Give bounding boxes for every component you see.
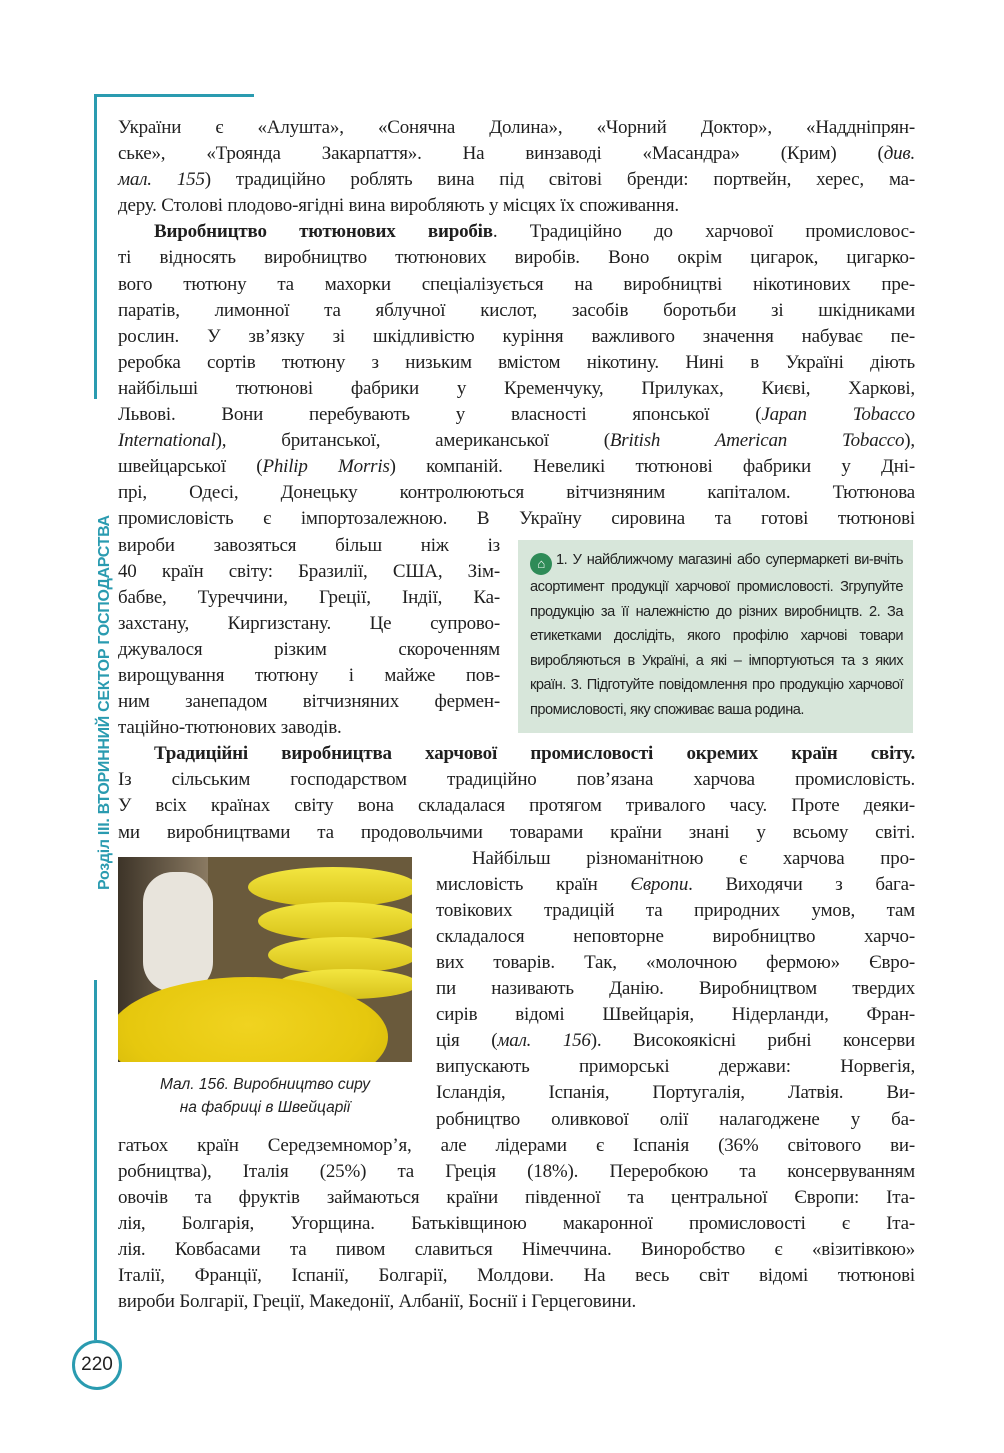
text-span: ), британської, американської ( — [215, 430, 610, 452]
text-line — [118, 115, 915, 141]
text-line — [118, 219, 915, 245]
section-title: Розділ III. ВТОРИННИЙ СЕКТОР ГОСПОДАРСТВА — [96, 515, 113, 890]
text-span: захстану, Киргизстану. Це супрово- — [118, 612, 500, 634]
caption-line: Мал. 156. Виробництво сиру — [159, 1076, 371, 1093]
text-line — [436, 898, 915, 924]
italic-text: Європи — [630, 873, 689, 895]
italic-text: див. — [883, 143, 915, 165]
text-span: товікових традицій та природних умов, там — [436, 899, 915, 921]
text-line — [436, 924, 915, 950]
text-line — [118, 1133, 915, 1159]
text-span: складалося неповторне виробництво харчо- — [436, 925, 915, 947]
text-span: промисловість є імпортозалежною. В Україну сировина та готові тютюнові — [118, 508, 915, 530]
text-line — [118, 820, 915, 846]
text-line — [118, 1211, 915, 1237]
text-span: ція ( — [436, 1030, 498, 1052]
home-icon: ⌂ — [530, 553, 552, 575]
text-span: випускають приморські держави: Норвегія, — [436, 1056, 915, 1078]
text-line — [436, 1054, 915, 1080]
text-line — [436, 1002, 915, 1028]
text-line — [118, 741, 915, 767]
text-line — [436, 872, 915, 898]
text-span: . Виходячи з бага- — [688, 873, 915, 895]
text-line — [436, 950, 915, 976]
text-line — [118, 480, 915, 506]
italic-text: Philip Morris — [262, 456, 390, 478]
text-line — [118, 767, 915, 793]
bold-heading: Традиційні виробництва харчової промисловості окремих країн світу. — [154, 743, 915, 765]
figure-caption — [118, 1073, 412, 1119]
text-line — [118, 637, 500, 663]
text-span: вироби Болгарії, Греції, Македонії, Албанії, Боснії і Герцеговини. — [118, 1291, 637, 1313]
text-span: робництво оливкової олії налагоджене у ба- — [436, 1108, 915, 1130]
text-line — [118, 245, 915, 271]
text-span: Із сільським господарством традиційно пов’язана харчова промисловість. — [118, 769, 915, 791]
text-span: Ісландія, Іспанія, Португалія, Латвія. Ви- — [436, 1082, 915, 1104]
text-line — [118, 533, 500, 559]
italic-text: British American Tobacco — [609, 430, 905, 452]
text-line — [436, 976, 915, 1002]
text-span: вих товарів. Так, «молочною фермою» Євро- — [436, 952, 915, 973]
text-line — [118, 1185, 915, 1211]
text-line — [118, 298, 915, 324]
text-span: України є «Алушта», «Сонячна Долина», «Чорний Доктор», «Наддніпрян- — [118, 117, 915, 138]
text-line — [118, 141, 915, 167]
text-span: ) традиційно роблять вина під світові бренди: портвейн, херес, ма- — [204, 169, 916, 191]
text-span: пи називають Данію. Виробництвом твердих — [436, 978, 915, 1000]
text-line — [118, 1159, 915, 1185]
italic-text: мал. 155 — [118, 169, 205, 191]
text-span: деру. Столові плодово-ягідні вина виробляють у місцях їх споживання. — [118, 195, 679, 217]
task-text: 1. У найближчому магазині або супермаркеті ви-вчіть асортимент продукції харчової промисловості. Згрупуйте продукцію за її належністю до різних виробництв. 2. За етикетками дослідіть, якого профілю харчові товари виробляються в Україні, а які – імпортуються та з яких країн. 3. Підготуйте повідомлення про продукцію харчової промисловості, яку споживає ваша родина. — [530, 552, 903, 718]
text-line — [118, 454, 915, 480]
text-span: овочів та фруктів займаються країни південної та центральної Європи: Іта- — [118, 1186, 915, 1208]
text-span: найбільші тютюнові фабрики у Кременчуку, Прилуках, Києві, Харкові, — [118, 377, 915, 399]
page-number: 220 — [72, 1340, 122, 1390]
text-line — [118, 663, 500, 689]
top-accent-line — [94, 94, 254, 97]
text-span: гатьох країн Середземномор’я, але лідерами є Іспанія (36% світового ви- — [118, 1134, 915, 1156]
text-span: ті відносять виробництво тютюнових виробів. Воно окрім цигарок, цигарко- — [118, 247, 915, 269]
text-line — [436, 1080, 915, 1106]
text-line — [118, 1263, 915, 1289]
text-line — [436, 1107, 915, 1133]
text-line — [118, 167, 915, 193]
caption-line: на фабриці в Швейцарії — [179, 1099, 351, 1116]
text-line — [118, 324, 915, 350]
text-line — [118, 585, 500, 611]
text-line — [118, 715, 500, 741]
text-line — [118, 559, 500, 585]
text-span: ним занепадом вітчизняних фермен- — [118, 691, 500, 713]
cheese-photo — [118, 857, 412, 1062]
text-span: швейцарської ( — [118, 456, 263, 478]
text-line — [118, 689, 500, 715]
text-line — [118, 272, 915, 298]
text-span: вирощування тютюну і майже пов- — [118, 664, 500, 686]
text-span: паратів, лимонної та яблучної кислот, засобів боротьби зі шкідниками — [118, 299, 915, 321]
text-line — [118, 428, 915, 454]
text-span: Італії, Франції, Іспанії, Болгарії, Молдови. На весь світ відомі тютюнові — [118, 1265, 915, 1287]
text-span: ми виробництвами та продовольчими товарами країни знані у всьому світі. — [118, 821, 915, 843]
text-span: таційно-тютюнових заводів. — [118, 717, 342, 739]
text-span: лія, Болгарія, Угорщина. Батьківщиною макаронної промисловості є Іта- — [118, 1212, 915, 1234]
text-line — [118, 376, 915, 402]
text-span: реробка сортів тютюну з низьким вмістом нікотину. Нині в Україні діють — [118, 351, 915, 373]
text-span: . Традиційно до харчової промисловос- — [492, 221, 915, 243]
text-line — [118, 793, 915, 819]
text-line — [118, 402, 915, 428]
text-line — [118, 506, 915, 532]
bold-heading: Виробництво тютюнових виробів — [154, 221, 493, 243]
text-span: Найбільш різноманітною є харчова про- — [472, 847, 915, 869]
text-span: Львові. Вони перебувають у власності японської ( — [118, 404, 762, 426]
text-span: сирів відомі Швейцарія, Нідерланди, Фран- — [436, 1004, 915, 1026]
text-line — [118, 193, 915, 219]
italic-text: Japan Tobacco — [761, 404, 915, 426]
text-span: ) компаній. Невеликі тютюнові фабрики у Дні- — [389, 456, 915, 478]
text-line — [436, 846, 915, 872]
text-span: джувалося різким скороченням — [118, 638, 500, 660]
text-line — [118, 1237, 915, 1263]
task-box — [518, 540, 913, 733]
text-span: ), — [904, 430, 915, 452]
text-span: У всіх країнах світу вона складалася протягом тривалого часу. Проте деяки- — [118, 795, 915, 817]
text-line — [118, 350, 915, 376]
text-span: вого тютюну та махорки спеціалізується на виробництві нікотинових пре- — [118, 273, 915, 295]
text-span: мисловість країн — [436, 873, 631, 895]
text-span: вироби завозяться більш ніж із — [118, 534, 500, 556]
text-span: бабве, Туреччини, Греції, Індії, Ка- — [118, 586, 500, 608]
italic-text: International — [118, 430, 216, 452]
text-line — [118, 1289, 915, 1315]
text-span: лія. Ковбасами та пивом славиться Німеччина. Виноробство є «візитівкою» — [118, 1239, 915, 1261]
text-span: рослин. У зв’язку зі шкідливістю куріння важливого значення набуває пе- — [118, 325, 915, 347]
text-span: робництва), Італія (25%) та Греція (18%). Переробкою та консервуванням — [118, 1160, 915, 1182]
text-span: прі, Одесі, Донецьку контролюються вітчизняним капіталом. Тютюнова — [118, 482, 915, 504]
text-line — [436, 1028, 915, 1054]
text-line — [118, 611, 500, 637]
text-span: ське», «Троянда Закарпаття». На винзаводі «Масандра» (Крим) ( — [118, 143, 884, 165]
text-span: ). Високоякісні рибні консерви — [590, 1030, 916, 1052]
text-span: 40 країн світу: Бразилії, США, Зім- — [118, 560, 500, 582]
italic-text: мал. 156 — [497, 1030, 591, 1052]
